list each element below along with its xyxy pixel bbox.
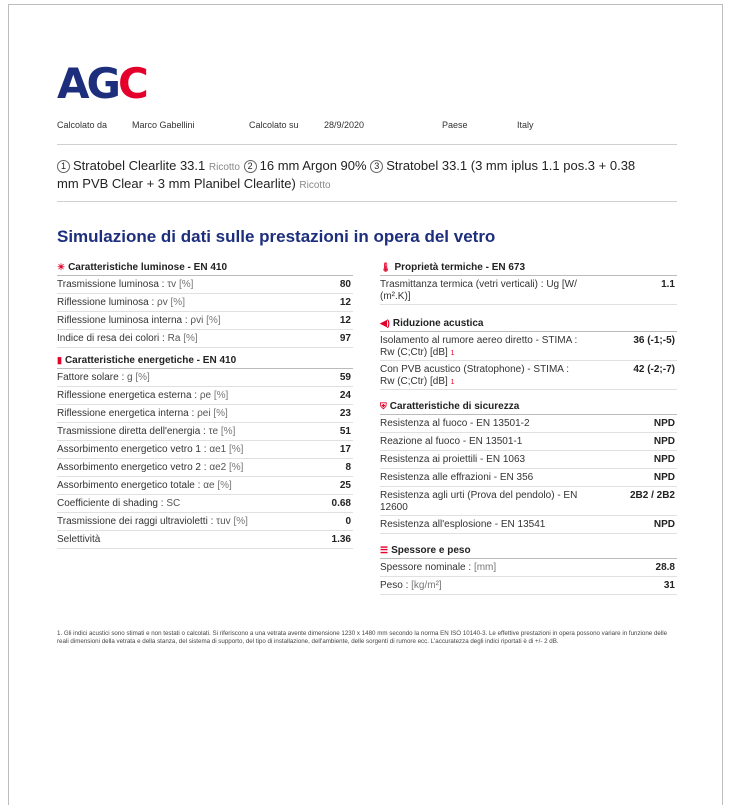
row-label: [57, 390, 228, 402]
thickness-section-title: [380, 542, 677, 559]
label-text: Indice di resa dei colori :: [57, 333, 165, 344]
safety-title: Caratteristiche di sicurezza: [389, 401, 520, 412]
row-label: [57, 480, 232, 492]
row-value: NPD: [653, 519, 675, 530]
label-text: Fattore solare :: [57, 372, 125, 383]
row-value: 23: [339, 408, 351, 419]
unit: [mm]: [473, 562, 497, 573]
table-row: [57, 477, 353, 495]
calc-by-value: Marco Gabellini: [132, 120, 195, 130]
thickness-icon: ☰: [380, 545, 389, 555]
thermal-icon: 🌡: [380, 262, 392, 272]
row-label: [380, 418, 530, 430]
unit: [%]: [135, 372, 150, 383]
table-row: [57, 531, 353, 549]
table-row: [57, 495, 353, 513]
thermal-title: Proprietà termiche - EN 673: [394, 262, 526, 273]
unit: [kg/m²]: [411, 580, 442, 591]
row-value: 12: [339, 315, 351, 326]
energy-section-title: [57, 352, 353, 369]
row-label: [380, 490, 577, 514]
symbol: ρvi: [190, 315, 204, 326]
row-value: NPD: [653, 454, 675, 465]
table-row: [57, 330, 353, 348]
row-label: [57, 333, 198, 345]
table-row: [380, 332, 677, 361]
table-row: [57, 369, 353, 387]
row-value: 97: [339, 333, 351, 344]
row-value: 59: [339, 372, 351, 383]
table-row: [57, 387, 353, 405]
label-text: Spessore nominale :: [380, 562, 472, 573]
row-label: [57, 315, 221, 327]
safety-section-title: [380, 398, 677, 415]
table-row: [380, 415, 677, 433]
unit: [%]: [217, 480, 232, 491]
row-label: [57, 426, 235, 438]
row-label: [57, 534, 100, 546]
symbol: τe: [208, 426, 219, 437]
label-text: Resistenza all'esplosione - EN 13541: [380, 519, 546, 530]
table-row: [57, 294, 353, 312]
table-row: [380, 559, 677, 577]
unit: [%]: [170, 297, 185, 308]
energy-title: Caratteristiche energetiche - EN 410: [64, 355, 237, 366]
table-row: [57, 459, 353, 477]
unit: [%]: [213, 408, 228, 419]
country-value: Italy: [517, 120, 534, 130]
label-text-2: (m².K)]: [380, 291, 411, 302]
layer-number-icon: 1: [57, 160, 70, 173]
row-label: [57, 279, 193, 291]
row-label: [57, 408, 228, 420]
row-value: NPD: [653, 472, 675, 483]
symbol: τv: [167, 279, 177, 290]
unit: [%]: [206, 315, 221, 326]
light-icon: ☀: [57, 262, 66, 272]
row-value: 8: [345, 462, 351, 473]
thickness-title: Spessore e peso: [391, 545, 471, 556]
light-section-title: [57, 259, 353, 276]
label-text: Trasmissione dei raggi ultravioletti :: [57, 516, 214, 527]
table-row: [57, 312, 353, 330]
symbol: ρe: [199, 390, 212, 401]
table-row: [380, 361, 677, 390]
safety-icon: ⛨: [380, 401, 387, 411]
document-page: [8, 4, 723, 805]
label-text: Coefficiente di shading :: [57, 498, 164, 509]
row-label: [380, 472, 533, 484]
label-text: Riflessione luminosa interna :: [57, 315, 188, 326]
symbol: g: [127, 372, 133, 383]
table-row: [380, 577, 677, 595]
row-value: 80: [339, 279, 351, 290]
symbol: ρv: [157, 297, 168, 308]
acoustic-section-title: [380, 315, 677, 332]
row-value: 1.1: [661, 279, 675, 290]
table-row: [380, 469, 677, 487]
table-row: [57, 423, 353, 441]
divider: [57, 144, 677, 145]
row-value: 12: [339, 297, 351, 308]
symbol: αe2: [209, 462, 227, 473]
agc-logo: AGC: [57, 59, 146, 108]
row-label: [57, 516, 248, 528]
acoustic-title: Riduzione acustica: [392, 318, 484, 329]
row-label: [380, 436, 522, 448]
row-value: 28.8: [655, 562, 675, 573]
table-row: [380, 433, 677, 451]
row-label: [380, 562, 496, 574]
right-column: [380, 259, 677, 595]
page-title: Simulazione di dati sulle prestazioni in opera del vetro: [57, 227, 496, 246]
label-text: Reazione al fuoco - EN 13501-1: [380, 436, 523, 447]
symbol: τuv: [216, 516, 231, 527]
unit: [%]: [220, 426, 236, 437]
acoustic-icon: ◀): [380, 318, 390, 328]
label-text: Resistenza alle effrazioni - EN 356: [380, 472, 534, 483]
label-text: Trasmissione diretta dell'energia :: [57, 426, 206, 437]
table-row: [380, 276, 677, 305]
table-row: [380, 516, 677, 534]
divider: [57, 201, 677, 202]
country-label: Paese: [442, 120, 468, 130]
label-text: Peso :: [380, 580, 409, 591]
label-text: Resistenza al fuoco - EN 13501-2: [380, 418, 530, 429]
symbol: αe: [203, 480, 215, 491]
label-text: Isolamento al rumore aereo diretto - STIMA :: [380, 335, 578, 346]
left-column: [57, 259, 353, 549]
label-text: Assorbimento energetico vetro 1 :: [57, 444, 207, 455]
label-text-2: Rw (C;Ctr) [dB]: [380, 376, 448, 387]
row-label: [57, 372, 150, 384]
unit: [%]: [233, 516, 248, 527]
symbol: αe1: [209, 444, 227, 455]
light-title: Caratteristiche luminose - EN 410: [68, 262, 228, 273]
energy-icon: ▮: [57, 355, 62, 365]
label-text: Assorbimento energetico totale :: [57, 480, 201, 491]
row-value: 36 (-1;-5): [633, 335, 675, 346]
row-label: [380, 335, 577, 360]
calc-by-label: Calcolato da: [57, 120, 108, 130]
row-value: NPD: [653, 436, 675, 447]
row-value: 25: [339, 480, 351, 491]
unit: [%]: [213, 390, 229, 401]
label-text: Trasmittanza termica (vetri verticali) : Ug [W/: [380, 279, 577, 290]
row-value: 51: [339, 426, 351, 437]
footnote-ref: 1: [450, 379, 455, 386]
label-text: Trasmissione luminosa :: [57, 279, 165, 290]
table-row: [57, 276, 353, 294]
table-row: [380, 487, 677, 516]
calc-on-label: Calcolato su: [249, 120, 299, 130]
label-text: Resistenza ai proiettili - EN 1063: [380, 454, 526, 465]
label-text-2: 12600: [380, 502, 408, 513]
unit: [%]: [229, 444, 244, 455]
unit: [%]: [229, 462, 244, 473]
table-row: [57, 405, 353, 423]
table-row: [57, 441, 353, 459]
label-text: Assorbimento energetico vetro 2 :: [57, 462, 207, 473]
symbol: ρei: [197, 408, 211, 419]
unit: [%]: [183, 333, 198, 344]
row-label: [57, 462, 243, 474]
calc-on-value: 28/9/2020: [324, 120, 365, 130]
row-value: 1.36: [331, 534, 351, 545]
unit: [%]: [178, 279, 194, 290]
row-label: [57, 498, 180, 510]
label-text: Riflessione energetica interna :: [57, 408, 195, 419]
label-text: Riflessione luminosa :: [57, 297, 155, 308]
glass-configuration: 1 Stratobel Clearlite 33.1 Ricotto 2 16 mm Argon 90% 3 Stratobel 33.1 (3 mm iplus 1.1 pos.3 + 0.38 mm PVB Clear + 3 mm Planibel Clearlite) Ricotto: [57, 158, 636, 191]
row-value: 0: [345, 516, 351, 527]
row-value: 2B2 / 2B2: [629, 490, 675, 501]
layer-number-icon: 3: [370, 160, 383, 173]
row-label: [57, 444, 243, 456]
row-value: 17: [339, 444, 351, 455]
footnote-ref: 1: [450, 350, 455, 357]
label-text: Con PVB acustico (Stratophone) - STIMA :: [380, 364, 569, 375]
row-value: 24: [339, 390, 351, 401]
row-value: 0.68: [331, 498, 351, 509]
label-text: Resistenza agli urti (Prova del pendolo) - EN: [380, 490, 578, 501]
symbol: SC: [166, 498, 181, 509]
table-row: [57, 513, 353, 531]
thermal-section-title: [380, 259, 677, 276]
label-text: Riflessione energetica esterna :: [57, 390, 198, 401]
row-label: [380, 364, 569, 389]
symbol: Ra: [167, 333, 181, 344]
table-row: [380, 451, 677, 469]
row-label: [57, 297, 185, 309]
row-label: [380, 454, 525, 466]
row-label: [380, 279, 577, 303]
row-value: NPD: [653, 418, 675, 429]
label-text: Selettività: [57, 534, 101, 545]
row-value: 31: [663, 580, 675, 591]
label-text-2: Rw (C;Ctr) [dB]: [380, 347, 448, 358]
footnote: 1. Gli indici acustici sono stimati e non testati o calcolati. Si riferiscono a una vetrata avente dimensione 1230 x 1480 mm secondo la norma EN ISO 10140-3. Le effettive prestazioni in opera possono variare in funzione delle reali dimensioni della vetrata e della stanza, del sistema di supporto, del tipo di installazione, dell'ambiente, delle sorgenti di rumore ecc. L'accuratezza degli indici riportati è di +/- 2 dB.: [57, 630, 668, 645]
row-label: [380, 580, 442, 592]
row-value: 42 (-2;-7): [633, 364, 675, 375]
row-label: [380, 519, 545, 531]
layer-number-icon: 2: [244, 160, 257, 173]
